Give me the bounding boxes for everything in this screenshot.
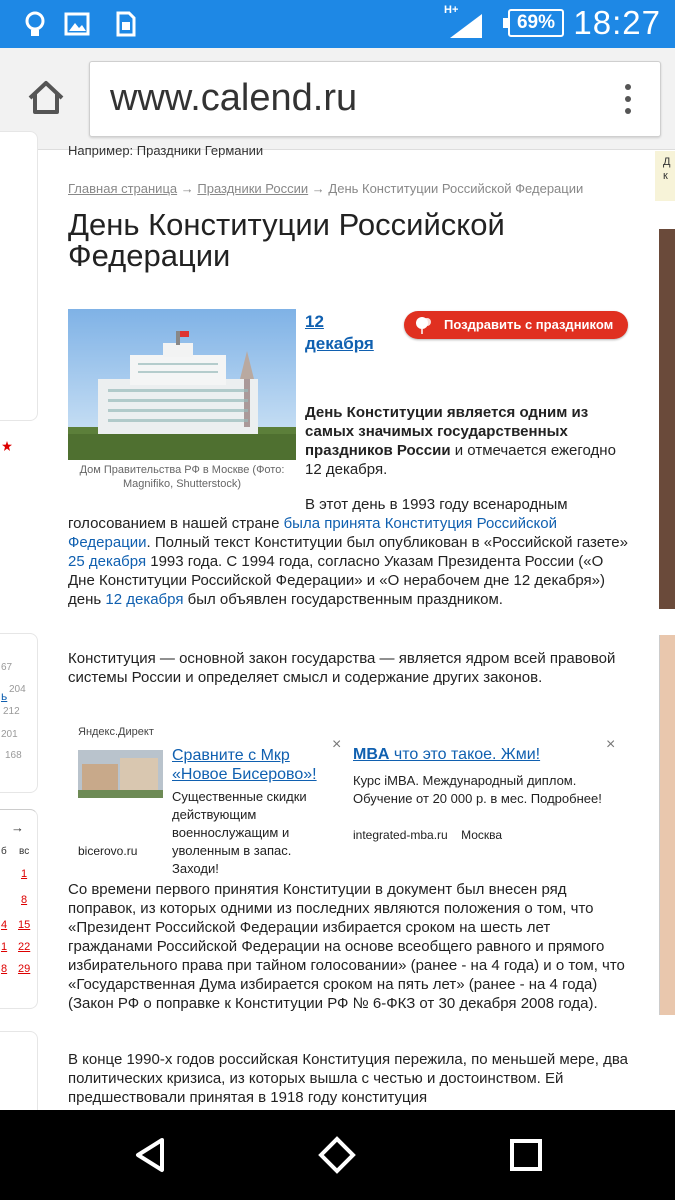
- congratulate-button[interactable]: [404, 311, 628, 339]
- banner-text: к: [663, 170, 668, 182]
- signal-icon: [448, 12, 484, 40]
- breadcrumb-section-link[interactable]: Праздники России: [197, 181, 309, 196]
- ad-header[interactable]: Яндекс.Директ: [78, 726, 154, 738]
- photo-caption: Дом Правительства РФ в Москве (Фото: Magnifiko, Shutterstock): [79, 464, 285, 490]
- ad-image[interactable]: [659, 635, 675, 1015]
- status-bar: [0, 0, 675, 48]
- android-nav-bar: [0, 1110, 675, 1200]
- text: 1993 года. С 1994 года, согласно Указам Президента России («О Дне Конституции Российской Федерации» и «О нерабочем дне 12 декабря») день: [68, 553, 605, 608]
- calendar-day[interactable]: 15: [18, 919, 31, 931]
- breadcrumb-current: День Конституции Российской Федерации: [328, 181, 584, 196]
- ad2-site[interactable]: integrated-mba.ru: [353, 828, 448, 842]
- ad1-text: [78, 788, 328, 878]
- back-icon[interactable]: [130, 1135, 170, 1175]
- date-link-25-dec[interactable]: 25 декабря: [68, 553, 147, 570]
- calendar-day[interactable]: 22: [18, 941, 31, 953]
- calendar-day-header: б: [1, 846, 7, 857]
- right-banner[interactable]: [655, 151, 675, 201]
- url-text[interactable]: www.calend.ru: [110, 77, 358, 119]
- breadcrumb: [68, 181, 583, 196]
- ad1-site[interactable]: bicerovo.ru: [78, 844, 138, 858]
- breadcrumb-arrow: →: [311, 181, 325, 196]
- balloon-icon: [414, 315, 434, 335]
- calendar-next-arrow[interactable]: →: [11, 820, 24, 835]
- left-sidebar: [0, 151, 40, 1110]
- intro-paragraph: [305, 403, 628, 479]
- home-icon[interactable]: [26, 78, 66, 118]
- stat-number: 168: [5, 750, 22, 761]
- stat-number: 204: [9, 684, 26, 695]
- intro-bold: День Конституции является одним из самых значимых государственных праздников России: [305, 404, 589, 459]
- ad2-city: Москва: [461, 828, 503, 842]
- stat-number: 201: [1, 729, 18, 740]
- ad1-title[interactable]: Сравните с Мкр «Новое Бисерово»!: [172, 747, 317, 783]
- sim-card-icon: [112, 10, 138, 38]
- text: . Полный текст Конституции был опубликован в «Российской газете»: [146, 534, 628, 551]
- image-icon: [64, 10, 90, 38]
- stat-number: 67: [1, 662, 13, 673]
- recents-icon[interactable]: [506, 1135, 546, 1175]
- web-page: [0, 143, 675, 1110]
- search-hint: Например: Праздники Германии: [68, 143, 264, 158]
- calendar-day[interactable]: 8: [1, 963, 8, 975]
- breadcrumb-arrow: →: [180, 181, 194, 196]
- calendar-day[interactable]: 1: [1, 941, 8, 953]
- date-day[interactable]: 12: [305, 312, 324, 331]
- government-building-photo[interactable]: [68, 309, 296, 460]
- intro-rest: и отмечается ежегодно 12 декабря.: [305, 442, 616, 478]
- clock: 18:27: [573, 4, 661, 41]
- stat-link[interactable]: ь: [1, 689, 8, 703]
- right-sidebar: [655, 151, 675, 1110]
- browser-toolbar: [0, 48, 675, 150]
- text: был объявлен государственным праздником.: [183, 591, 503, 608]
- date-month[interactable]: декабря: [305, 334, 374, 353]
- ad2-title-rest[interactable]: что это такое. Жми!: [389, 746, 541, 763]
- star-icon: [2, 441, 12, 451]
- ad2-site-line: [353, 828, 502, 842]
- yandex-direct-ad-block: [68, 726, 628, 876]
- constitution-link[interactable]: была принята Конституция Российской Федерации: [68, 515, 557, 551]
- paragraph: В конце 1990-х годов российская Конституция пережила, по меньшей мере, два политических кризиса, из которых вышла с честью и достоинством. Ей предшествовали принятая в 1918 году конституция: [68, 1051, 628, 1106]
- paragraph: Со времени первого принятия Конституции в документ был внесен ряд поправок, из которых одними из последних являются положения о том, что «Президент Российской Федерации избирается сроком на шесть лет гражданами Российской Федерации на основе всеобщего равного и прямого избирательного права при тайном голосовании» (ранее - на 4 года) и о том, что «Государственная Дума избирается сроком на пять лет» (ранее - на 4 года) (Закон РФ о поправке к Конституции РФ № 6-ФКЗ от 30 декабря 2008 года).: [68, 881, 625, 1012]
- date-link-12-dec[interactable]: 12 декабря: [105, 591, 184, 608]
- congratulate-label: Поздравить с праздником: [444, 317, 614, 332]
- breadcrumb-home-link[interactable]: Главная страница: [68, 181, 178, 196]
- banner-text: Д: [663, 156, 671, 168]
- mini-calendar: [0, 809, 38, 1009]
- paragraph: Конституция — основной закон государства — является ядром всей правовой системы России и определяет смысл и содержание других законов.: [68, 650, 616, 686]
- ad1-description: Существенные скидки действующим военнослужащим и уволенным в запас. Заходи!: [172, 789, 307, 876]
- calendar-day-header: вс: [19, 846, 30, 857]
- calendar-day[interactable]: 8: [21, 894, 28, 906]
- ad1-close-icon[interactable]: ×: [332, 736, 342, 753]
- address-bar[interactable]: [89, 61, 661, 137]
- home-button-icon[interactable]: [317, 1135, 357, 1175]
- paragraph: [68, 495, 628, 609]
- lightbulb-icon: [22, 10, 48, 38]
- calendar-day[interactable]: 4: [1, 919, 8, 931]
- ad2-title[interactable]: [353, 746, 623, 764]
- ad2-text: Курс iMBA. Международный диплом. Обучение от 20 000 р. в мес. Подробнее!: [353, 773, 602, 806]
- battery-indicator: 69%: [508, 9, 564, 37]
- network-type: H+: [444, 4, 459, 16]
- page-title: День Конституции Российской Федерации: [68, 207, 505, 273]
- calendar-day[interactable]: 29: [18, 963, 31, 975]
- sidebar-panel: [0, 131, 38, 421]
- ad-image[interactable]: [659, 229, 675, 609]
- ad2-close-icon[interactable]: ×: [606, 736, 616, 753]
- calendar-day[interactable]: 1: [21, 868, 28, 880]
- date-link[interactable]: [305, 311, 374, 355]
- photo-image: [68, 309, 296, 460]
- overflow-menu-icon[interactable]: [624, 84, 632, 118]
- stat-number: 212: [3, 706, 20, 717]
- sidebar-stats-panel: [0, 633, 38, 793]
- ad2-title-bold[interactable]: MBA: [353, 746, 390, 763]
- text: В этот день в 1993 году всенародным голосованием в нашей стране: [68, 496, 568, 532]
